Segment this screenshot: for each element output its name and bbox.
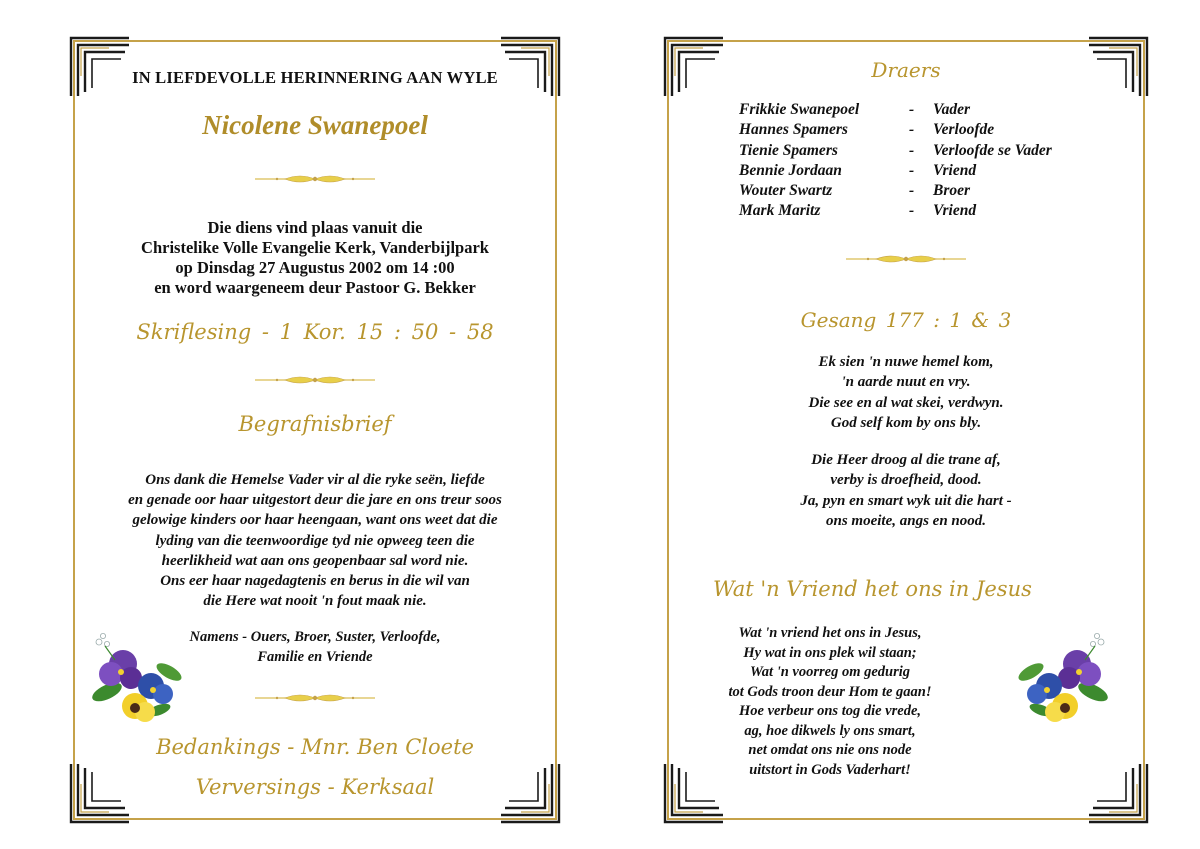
bearer-row [739, 161, 1052, 181]
bearer-name: Tienie Spamers [739, 141, 838, 159]
hymn-line: Die Heer droog al die trane af, [811, 452, 1001, 468]
bearer-dash: - [909, 121, 915, 139]
gold-divider-icon [255, 692, 375, 704]
letter-line: gelowige kinders oor haar heengaan, want ons weet dat die [132, 512, 498, 529]
art-deco-corner-icon [1087, 762, 1149, 824]
scripture-reading: Skriflesing - 1 Kor. 15 : 50 - 58 [136, 320, 494, 344]
service-line: Die diens vind plaas vanuit die [207, 218, 423, 237]
bearer-relation: Verloofde se Vader [933, 141, 1052, 159]
bearer-dash: - [909, 182, 915, 200]
bearer-relation: Verloofde [933, 121, 995, 139]
behalf-line: Namens - Ouers, Broer, Suster, Verloofde, [189, 629, 441, 645]
funeral-letter-title: Begrafnisbrief [238, 412, 392, 436]
hymn-line: 'n aarde nuut en vry. [841, 374, 971, 391]
bearer-dash: - [909, 141, 915, 159]
letter-line: en genade oor haar uitgestort deur die jare en ons treur soos [128, 492, 502, 509]
letter-line: heerlikheid wat aan ons geopenbaar sal word nie. [161, 552, 469, 569]
hymn-stanza [667, 450, 1145, 531]
bearer-name: Mark Maritz [739, 202, 821, 220]
hymn-line: ons moeite, angs en nood. [825, 512, 987, 529]
letter-line: lyding van die teenwoordige tyd nie opweeg teen die [155, 532, 475, 549]
memorial-header: IN LIEFDEVOLLE HERINNERING AAN WYLE [132, 68, 498, 87]
bearer-name: Frikkie Swanepoel [739, 101, 860, 118]
friend-song-stanza [667, 624, 993, 780]
bearer-dash: - [909, 202, 915, 220]
refreshments: Verversings - Kerksaal [195, 775, 435, 799]
hymn-line: Ek sien 'n nuwe hemel kom, [818, 354, 994, 370]
left-page [73, 40, 557, 820]
bearers-list [739, 100, 1052, 222]
bearer-relation: Vriend [933, 202, 977, 220]
bearer-row [739, 201, 1052, 221]
hymn-stanza [667, 352, 1145, 433]
song-line: Wat 'n vriend het ons in Jesus, [738, 625, 922, 641]
song-line: uitstort in Gods Vaderhart! [749, 761, 911, 778]
acknowledgements: Bedankings - Mnr. Ben Cloete [156, 735, 474, 759]
bearer-name: Bennie Jordaan [739, 161, 842, 179]
letter-line: die Here wat nooit 'n fout maak nie. [203, 593, 427, 610]
letter-line: Ons dank die Hemelse Vader vir al die ryke seën, liefde [145, 472, 485, 488]
hymn-line: Die see en al wat skei, verdwyn. [808, 394, 1004, 411]
letter-line: Ons eer haar nagedagtenis en berus in die wil van [160, 573, 470, 590]
service-details [73, 218, 557, 298]
bearer-row [739, 141, 1052, 161]
bearer-dash: - [909, 161, 915, 179]
art-deco-corner-icon [69, 36, 131, 98]
gold-divider-icon [255, 374, 375, 386]
bearer-name: Wouter Swartz [739, 182, 833, 200]
right-page [667, 40, 1145, 820]
bearer-row [739, 120, 1052, 140]
pansy-bouquet-icon [1011, 630, 1111, 730]
service-line: en word waargeneem deur Pastoor G. Bekker [154, 278, 476, 297]
bearer-relation: Broer [933, 182, 971, 200]
service-line: Christelike Volle Evangelie Kerk, Vanderbijlpark [141, 238, 489, 257]
song-line: ag, hoe dikwels ly ons smart, [744, 722, 916, 739]
song-line: Hoe verbeur ons tog die vrede, [738, 703, 922, 719]
bearer-relation: Vader [933, 101, 971, 118]
hymn-line: Ja, pyn en smart wyk uit die hart - [800, 492, 1012, 509]
song-line: Hy wat in ons plek wil staan; [743, 644, 917, 661]
song-line: net omdat ons nie ons node [748, 742, 912, 758]
hymn-title: Gesang 177 : 1 & 3 [800, 308, 1012, 332]
service-line: op Dinsdag 27 Augustus 2002 om 14 :00 [175, 258, 455, 277]
bearers-title: Draers [871, 58, 941, 82]
song-line: tot Gods troon deur Hom te gaan! [728, 683, 932, 700]
deceased-name: Nicolene Swanepoel [202, 110, 428, 140]
gold-divider-icon [846, 253, 966, 265]
song-line: Wat 'n voorreg om gedurig [749, 664, 911, 680]
bearer-row [739, 100, 1052, 120]
bearer-dash: - [909, 101, 915, 118]
pansy-bouquet-icon [89, 630, 189, 730]
bearer-relation: Vriend [933, 161, 977, 179]
funeral-letter [73, 470, 557, 611]
art-deco-corner-icon [499, 36, 561, 98]
bearer-name: Hannes Spamers [739, 121, 848, 139]
bearer-row [739, 181, 1052, 201]
hymn-line: God self kom by ons bly. [830, 414, 982, 431]
hymn-line: verby is droefheid, dood. [830, 472, 982, 489]
friend-song-title: Wat 'n Vriend het ons in Jesus [713, 577, 1032, 601]
behalf-line: Familie en Vriende [257, 648, 373, 665]
gold-divider-icon [255, 173, 375, 185]
